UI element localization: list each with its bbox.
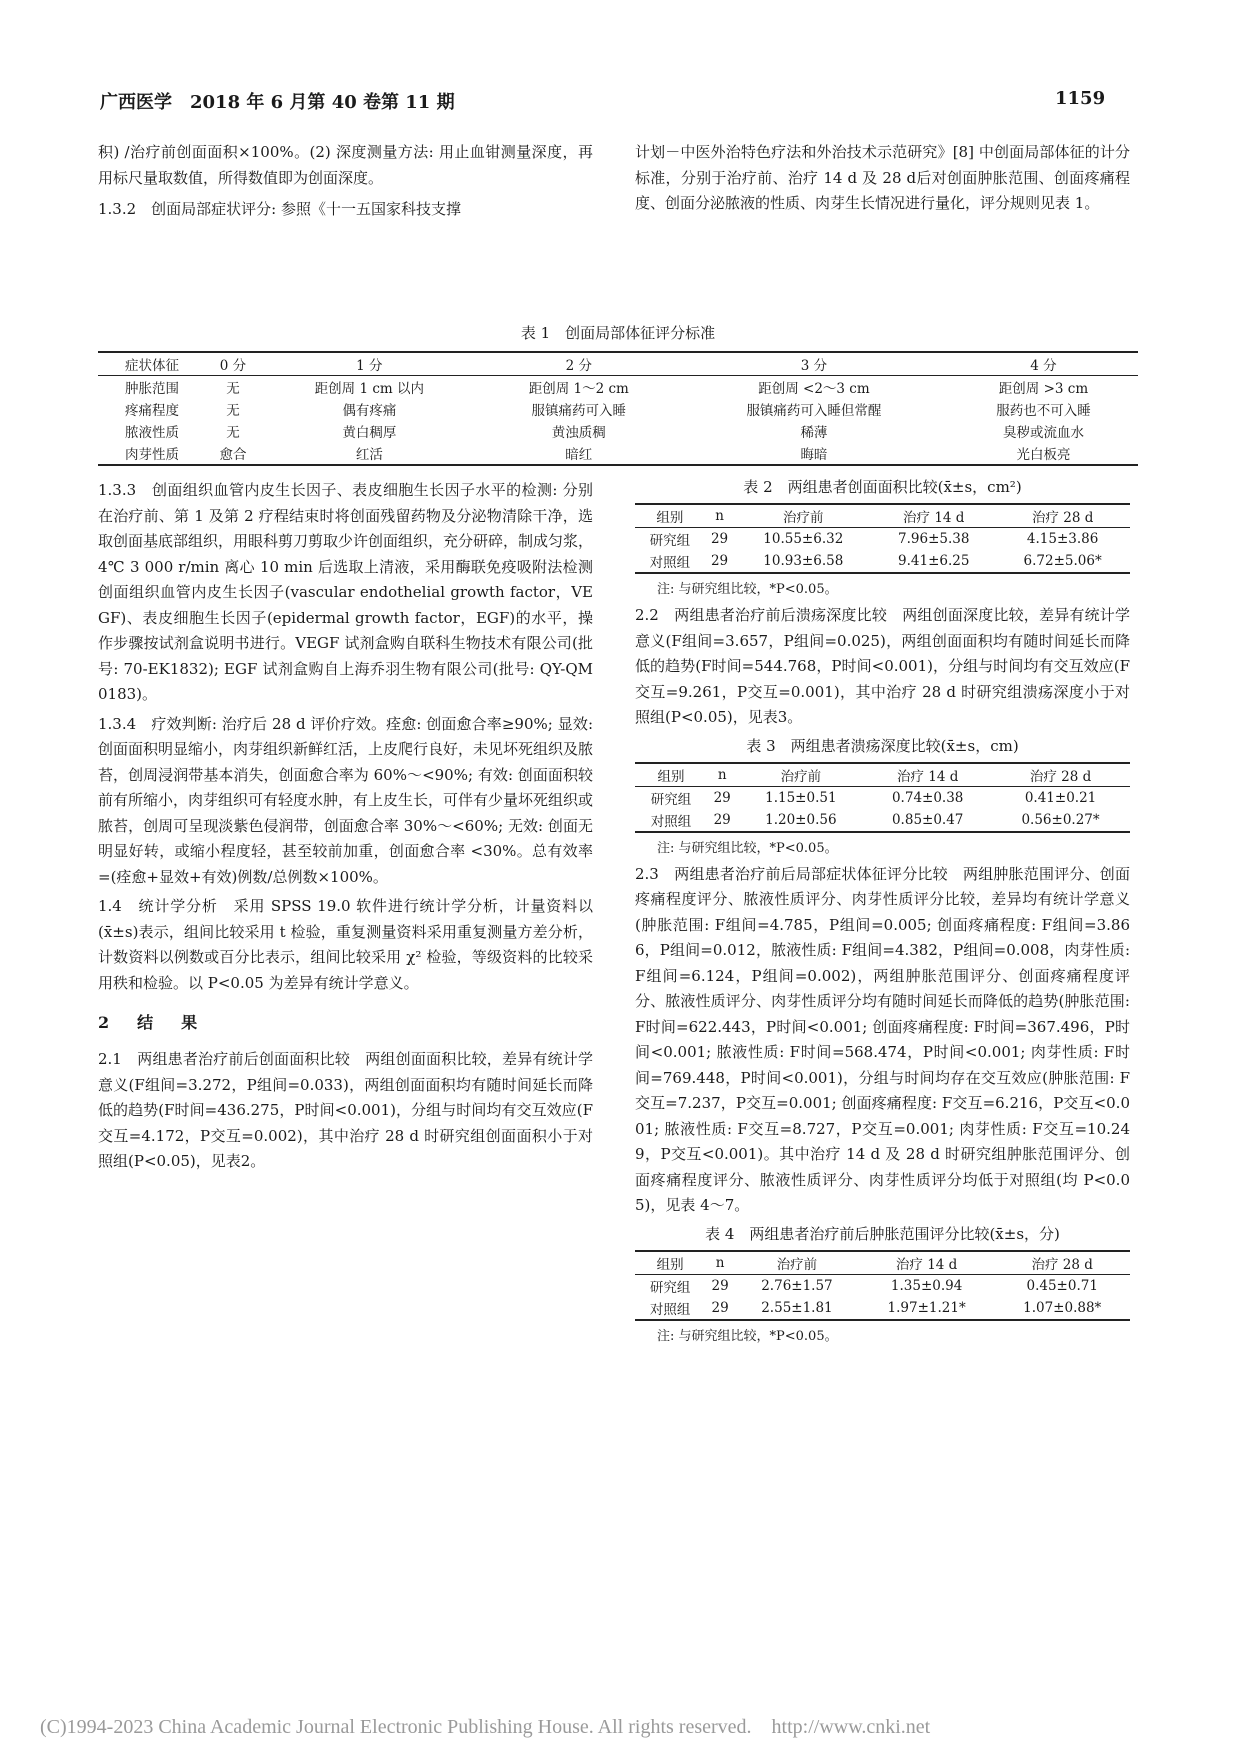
table-cell: 距创周 <2～3 cm bbox=[758, 381, 870, 397]
section-1-3-2: 1.3.2 创面局部症状评分: 参照《十一五国家科技支撑 bbox=[98, 200, 461, 218]
table-cell: 29 bbox=[711, 1277, 729, 1294]
table-cell: 29 bbox=[710, 553, 729, 569]
table-cell: 4.15±3.86 bbox=[1026, 531, 1099, 547]
table-cell: 光白板亮 bbox=[1016, 447, 1071, 463]
table-1-caption: 表 1 创面局部体征评分标准 bbox=[520, 324, 716, 342]
table-header-cell: 症状体征 bbox=[125, 358, 179, 374]
table-cell: 疼痛程度 bbox=[125, 403, 179, 419]
left-upper-column bbox=[98, 140, 593, 223]
table-header-cell: 组别 bbox=[656, 510, 684, 526]
table-row bbox=[98, 442, 1138, 465]
table-cell: 服药也不可入睡 bbox=[996, 403, 1091, 419]
table-cell: 29 bbox=[713, 789, 731, 806]
table-header-cell: 组别 bbox=[656, 1256, 684, 1273]
table-row bbox=[98, 420, 1138, 442]
table-header-cell: 1 分 bbox=[356, 358, 383, 374]
table-row bbox=[635, 786, 1130, 809]
left-lower-column bbox=[98, 478, 593, 1175]
table-cell: 7.96±5.38 bbox=[898, 531, 970, 547]
table-cell: 暗红 bbox=[565, 447, 593, 463]
table-cell: 0.56±0.27* bbox=[1021, 811, 1100, 828]
section-2-1: 2.1 两组患者治疗前后创面面积比较 两组创面面积比较，差异有统计学意义(F组间=3.272，P组间=0.033)，两组创面面积均有随时间延长而降低的趋势(F时间=436.275，P时间<0.001)，分组与时间均有交互效应(F交互=4.172，P交互=0.002)，其中治疗 28 d 时研究组创面面积小于对照组(P<0.05)，见表2。 bbox=[98, 1050, 593, 1170]
section-1-4: 1.4 统计学分析 采用 SPSS 19.0 软件进行统计学分析，计量资料以(x̄±s)表示，组间比较采用 t 检验，重复测量资料采用重复测量方差分析，计数资料以例数或百分比表示，组间比较采用 χ² 检验，等级资料的比较采用秩和检验。以 P<0.05 为差异有统计学意义。 bbox=[98, 897, 593, 992]
table-cell: 研究组 bbox=[650, 791, 692, 808]
section-2-3: 2.3 两组患者治疗前后局部症状体征评分比较 两组肿胀范围评分、创面疼痛程度评分、脓液性质评分、肉芽性质评分比较，差异均有统计学意义(肿胀范围: F组间=4.785，P组间=0.005; 创面疼痛程度: F组间=3.866，P组间=0.012，脓液性质: F组间=4.382，P组间=0.008，肉芽性质: F组间=6.124，P组间=0.002)，两组肿胀范围评分、创面疼痛程度评分、脓液性质评分、肉芽性质评分均有随时间延长而降低的趋势(肿胀范围: F时间=622.443，P时间<0.001; 创面疼痛程度: F时间=367.496，P时间<0.001; 脓液性质: F时间=568.474，P时间<0.001; 肉芽性质: F时间=769.448，P时间<0.001)，分组与时间均存在交互效应(肿胀范围: F交互=7.237，P交互=0.001; 创面疼痛程度: F交互=6.216，P交互<0.001; 脓液性质: F交互=8.727，P交互=0.001; 肉芽性质: F交互=10.249，P交互<0.001)。其中治疗 14 d 及 28 d 时研究组肿胀范围评分、创面疼痛程度评分、脓液性质评分、肉芽性质评分均低于对照组(均 P<0.05)，见表 4～7。 bbox=[635, 864, 1130, 1214]
table-3 bbox=[635, 762, 1130, 833]
table-cell: 服镇痛药可入睡但常醒 bbox=[746, 403, 882, 419]
section-2-2: 2.2 两组患者治疗前后溃疡深度比较 两组创面深度比较，差异有统计学意义(F组间=3.657，P组间=0.025)，两组创面面积均有随时间延长而降低的趋势(F时间=544.768，P时间<0.001)，分组与时间均有交互效应(F交互=9.261，P交互=0.001)，其中治疗 28 d 时研究组溃疡深度小于对照组(P<0.05)，见表3。 bbox=[635, 606, 1130, 726]
table-2-note: 注: 与研究组比较，*P<0.05。 bbox=[657, 582, 838, 597]
table-cell: 肉芽性质 bbox=[125, 447, 179, 463]
table-cell: 研究组 bbox=[649, 533, 691, 549]
table-header-cell: 3 分 bbox=[800, 358, 828, 374]
table-cell: 6.72±5.06* bbox=[1023, 553, 1102, 569]
table-cell: 晦暗 bbox=[800, 447, 828, 463]
table-header-cell: 治疗前 bbox=[783, 510, 824, 526]
table-header-cell: n bbox=[715, 1254, 725, 1271]
table-header-row bbox=[635, 763, 1130, 787]
table-header-cell: 治疗 14 d bbox=[896, 768, 959, 785]
table-cell: 红活 bbox=[355, 447, 383, 463]
table-header-row bbox=[635, 1251, 1130, 1275]
table-cell: 1.97±1.21* bbox=[887, 1299, 966, 1316]
table-cell: 无 bbox=[226, 381, 240, 397]
table-4 bbox=[635, 1250, 1130, 1321]
table-cell: 对照组 bbox=[649, 555, 691, 571]
table-header-cell: 治疗前 bbox=[776, 1256, 818, 1273]
table-cell: 臭秽或流血水 bbox=[1002, 425, 1084, 441]
table-cell: 0.41±0.21 bbox=[1024, 789, 1097, 806]
table-cell: 1.20±0.56 bbox=[765, 811, 837, 828]
table-cell: 距创周 1 cm 以内 bbox=[314, 381, 424, 397]
table-cell: 0.85±0.47 bbox=[891, 811, 964, 828]
table-header-cell: 治疗 28 d bbox=[1031, 1256, 1093, 1273]
table-2 bbox=[635, 503, 1130, 574]
table-header-cell: 治疗 14 d bbox=[895, 1256, 958, 1273]
table-cell: 10.93±6.58 bbox=[763, 553, 844, 569]
table-header-cell: 4 分 bbox=[1030, 358, 1057, 374]
table-cell: 29 bbox=[711, 1299, 729, 1316]
table-cell: 黄浊质稠 bbox=[551, 425, 606, 441]
table-cell: 愈合 bbox=[219, 447, 247, 463]
copyright-footer: (C)1994-2023 China Academic Journal Electronic Publishing House. All rights reserved. http://www.cnki.net bbox=[40, 1716, 931, 1738]
table-row bbox=[635, 1297, 1130, 1320]
table-cell: 9.41±6.25 bbox=[898, 553, 970, 569]
table-cell: 10.55±6.32 bbox=[763, 531, 844, 547]
page-number: 1159 bbox=[1055, 88, 1106, 109]
table-row bbox=[98, 376, 1138, 399]
table-cell: 稀薄 bbox=[800, 425, 828, 441]
running-header: 广西医学 2018 年 6 月第 40 卷第 11 期 bbox=[100, 92, 455, 113]
table-3-note: 注: 与研究组比较，*P<0.05。 bbox=[657, 840, 838, 856]
table-cell: 0.74±0.38 bbox=[891, 789, 964, 806]
table-cell: 2.55±1.81 bbox=[761, 1299, 833, 1316]
table-cell: 偶有疼痛 bbox=[342, 403, 397, 419]
section-1-3-3: 1.3.3 创面组织血管内皮生长因子、表皮细胞生长因子水平的检测: 分别在治疗前、第 1 及第 2 疗程结束时将创面残留药物及分泌物清除干净，选取创面基底部组织，用眼科剪刀剪取少许创面组织，充分研碎，制成匀浆，4℃ 3 000 r/min 离心 10 min 后选取上清液，采用酶联免疫吸附法检测创面组织血管内皮生长因子(vascular endothelial growth factor，VEGF)、表皮细胞生长因子(epidermal growth factor，EGF)的水平，操作步骤按试剂盒说明书进行。VEGF 试剂盒购自联科生物技术有限公司(批号: 70-EK1832); EGF 试剂盒购自上海乔羽生物有限公司(批号: QY-QM0183)。 bbox=[98, 481, 594, 703]
table-cell: 研究组 bbox=[649, 1279, 691, 1296]
table-header-cell: 治疗 28 d bbox=[1029, 768, 1092, 785]
table-cell: 1.07±0.88* bbox=[1023, 1299, 1102, 1316]
table-header-cell: 2 分 bbox=[565, 358, 592, 374]
table-cell: 2.76±1.57 bbox=[761, 1277, 833, 1294]
table-2-caption: 表 2 两组患者创面面积比较(x̄±s，cm²) bbox=[743, 478, 1022, 496]
table-header-cell: 0 分 bbox=[219, 358, 247, 374]
table-row bbox=[635, 550, 1130, 573]
table-cell: 无 bbox=[226, 425, 240, 441]
table-cell: 肿胀范围 bbox=[125, 381, 179, 397]
table-cell: 距创周 1～2 cm bbox=[528, 381, 629, 397]
table-cell: 29 bbox=[710, 531, 729, 547]
table-header-cell: 治疗 14 d bbox=[903, 510, 965, 526]
table-cell: 1.35±0.94 bbox=[890, 1277, 963, 1294]
table-header-row bbox=[635, 504, 1130, 528]
table-cell: 距创周 >3 cm bbox=[998, 381, 1089, 397]
table-row bbox=[635, 1274, 1130, 1297]
table-header-cell: 治疗前 bbox=[780, 768, 822, 785]
table-3-caption: 表 3 两组患者溃疡深度比较(x̄±s，cm) bbox=[746, 736, 1019, 755]
table-cell: 29 bbox=[713, 811, 731, 828]
table-cell: 对照组 bbox=[649, 1301, 691, 1318]
table-cell: 脓液性质 bbox=[125, 425, 179, 441]
table-header-row bbox=[98, 352, 1138, 376]
table-4-caption: 表 4 两组患者治疗前后肿胀范围评分比较(x̄±s，分) bbox=[705, 1224, 1060, 1243]
right-upper-column bbox=[635, 140, 1130, 217]
table-header-cell: 治疗 28 d bbox=[1031, 510, 1094, 526]
table-row bbox=[635, 528, 1130, 551]
table-cell: 0.45±0.71 bbox=[1026, 1277, 1098, 1294]
table-cell: 1.15±0.51 bbox=[765, 789, 837, 806]
table-row bbox=[635, 809, 1130, 832]
table-1-grid bbox=[98, 351, 1138, 466]
table-header-cell: n bbox=[715, 508, 724, 524]
table-header-cell: 组别 bbox=[657, 768, 685, 785]
table-cell: 对照组 bbox=[650, 813, 692, 830]
section-2-heading: 2 结 果 bbox=[98, 1013, 204, 1032]
right-intro-paragraph: 计划－中医外治特色疗法和外治技术示范研究》[8] 中创面局部体征的计分标准，分别于治疗前、治疗 14 d 及 28 d后对创面肿胀范围、创面疼痛程度、创面分泌脓液的性质、肉芽生长情况进行量化，评分规则见表 1。 bbox=[635, 143, 1130, 212]
table-header-cell: n bbox=[717, 766, 727, 783]
table-cell: 服镇痛药可入睡 bbox=[531, 403, 627, 419]
table-cell: 无 bbox=[226, 403, 240, 419]
left-intro-paragraph: 积) /治疗前创面面积×100%。(2) 深度测量方法: 用止血钳测量深度，再用标尺量取数值，所得数值即为创面深度。 bbox=[98, 143, 593, 187]
table-4-note: 注: 与研究组比较，*P<0.05。 bbox=[657, 1328, 838, 1344]
table-cell: 黄白稠厚 bbox=[342, 425, 397, 441]
table-1 bbox=[98, 322, 1138, 466]
table-row bbox=[98, 398, 1138, 420]
section-1-3-4: 1.3.4 疗效判断: 治疗后 28 d 评价疗效。痊愈: 创面愈合率≥90%; 显效: 创面面积明显缩小，肉芽组织新鲜红活，上皮爬行良好，未见坏死组织及脓苔，创周浸润带基本消失，创面愈合率为 60%～<90%; 有效: 创面面积较前有所缩小，肉芽组织可有轻度水肿，有上皮生长，可伴有少量坏死组织或脓苔，创周可呈现淡紫色侵润带，创面愈合率 30%～<60%; 无效: 创面无明显好转，或缩小程度轻，甚至较前加重，创面愈合率 <30%。总有效率=(痊愈+显效+有效)例数/总例数×100%。 bbox=[98, 714, 594, 886]
right-lower-column bbox=[635, 476, 1130, 1344]
